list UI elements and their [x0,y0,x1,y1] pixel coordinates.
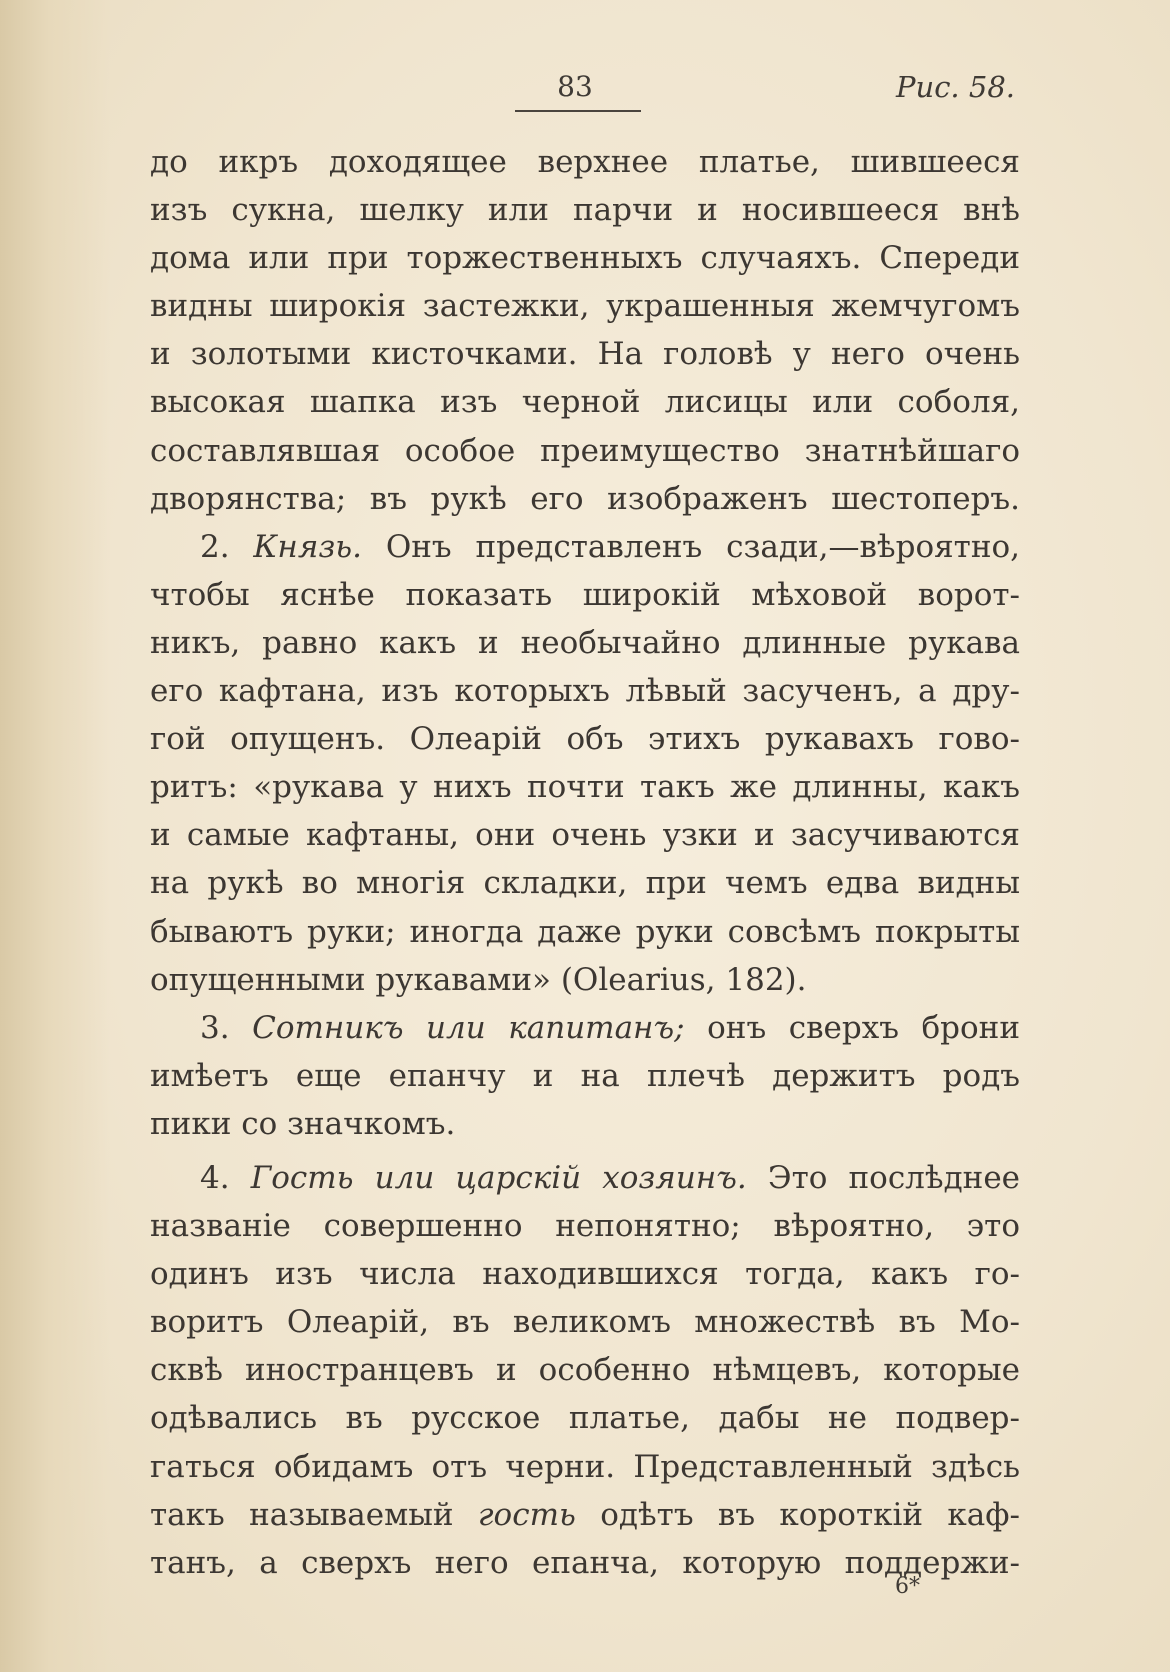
text-line-with-italic [150,1491,1020,1539]
item-title: Князь. [253,528,362,565]
text-fragment: одѣтъ въ короткій каф- [600,1496,1021,1533]
signature-mark: 6* [895,1574,920,1599]
page-gutter-shadow [0,0,110,1672]
item-number: 4. [200,1159,230,1196]
italic-term: гость [477,1496,576,1533]
text-line: и самые кафтаны, они очень узки и засучиваются [150,817,1020,854]
text-line: одинъ изъ числа находившихся тогда, какъ го- [150,1256,1020,1293]
text-line: высокая шапка изъ черной лисицы или соболя, [150,384,1020,421]
text-line: дома или при торжественныхъ случаяхъ. Спереди [150,240,1020,277]
item-title: Гость или царскій хозяинъ. [250,1159,747,1196]
text-line: одѣвались въ русское платье, дабы не подвер- [150,1400,1020,1437]
item-title: Сотникъ или капитанъ; [252,1009,685,1046]
body-text [150,138,1020,1587]
text-line: гаться обидамъ отъ черни. Представленный здѣсь [150,1448,1020,1485]
figure-reference: Рис. 58. [896,70,1015,104]
text-line: его кафтана, изъ которыхъ лѣвый засученъ, а дру- [150,673,1020,710]
paragraph-first-line [150,523,1020,571]
text-line: до икръ доходящее верхнее платье, шившееся [150,144,1020,180]
paragraph-first-line [150,1004,1020,1052]
text-line: никъ, равно какъ и необычайно длинные рукава [150,624,1020,661]
text-line: сквѣ иностранцевъ и особенно нѣмцевъ, которые [150,1352,1020,1389]
text-line: ритъ: «рукава у нихъ почти такъ же длинны, какъ [150,769,1020,806]
text-line: пики со значкомъ. [150,1105,456,1142]
item-number: 3. [200,1009,230,1046]
text-fragment: онъ сверхъ брони [684,1009,1020,1046]
text-fragment: такъ называемый [150,1496,478,1533]
item-number: 2. [200,528,230,565]
text-line: гой опущенъ. Олеарій объ этихъ рукавахъ гово- [150,721,1020,758]
page-number: 83 [557,70,593,103]
text-fragment: Онъ представленъ сзади,—вѣроятно, [362,528,1020,565]
text-line: бываютъ руки; иногда даже руки совсѣмъ покрыты [150,913,1020,950]
text-line: и золотыми кисточками. На головѣ у него очень [150,336,1020,373]
text-line: чтобы яснѣе показать широкій мѣховой ворот- [150,576,1020,613]
text-fragment: Это послѣднее [746,1159,1021,1196]
text-line: названіе совершенно непонятно; вѣроятно, это [150,1208,1020,1245]
text-line: изъ сукна, шелку или парчи и носившееся внѣ [150,192,1020,229]
text-line: составлявшая особое преимущество знатнѣйшаго [150,432,1020,469]
text-line: на рукѣ во многія складки, при чемъ едва видны [150,865,1020,902]
text-line: видны широкія застежки, украшенныя жемчугомъ [150,288,1020,325]
text-line: опущенными рукавами» (Olearius, 182). [150,961,807,998]
text-line: дворянства; въ рукѣ его изображенъ шестоперъ. [150,480,1020,517]
paragraph-first-line [150,1154,1020,1202]
text-line: имѣетъ еще епанчу и на плечѣ держитъ родъ [150,1057,1020,1094]
text-line: воритъ Олеарій, въ великомъ множествѣ въ Мо- [150,1304,1020,1341]
page-number-rule [515,110,641,112]
text-line: танъ, а сверхъ него епанча, которую поддержи- [150,1544,1020,1581]
